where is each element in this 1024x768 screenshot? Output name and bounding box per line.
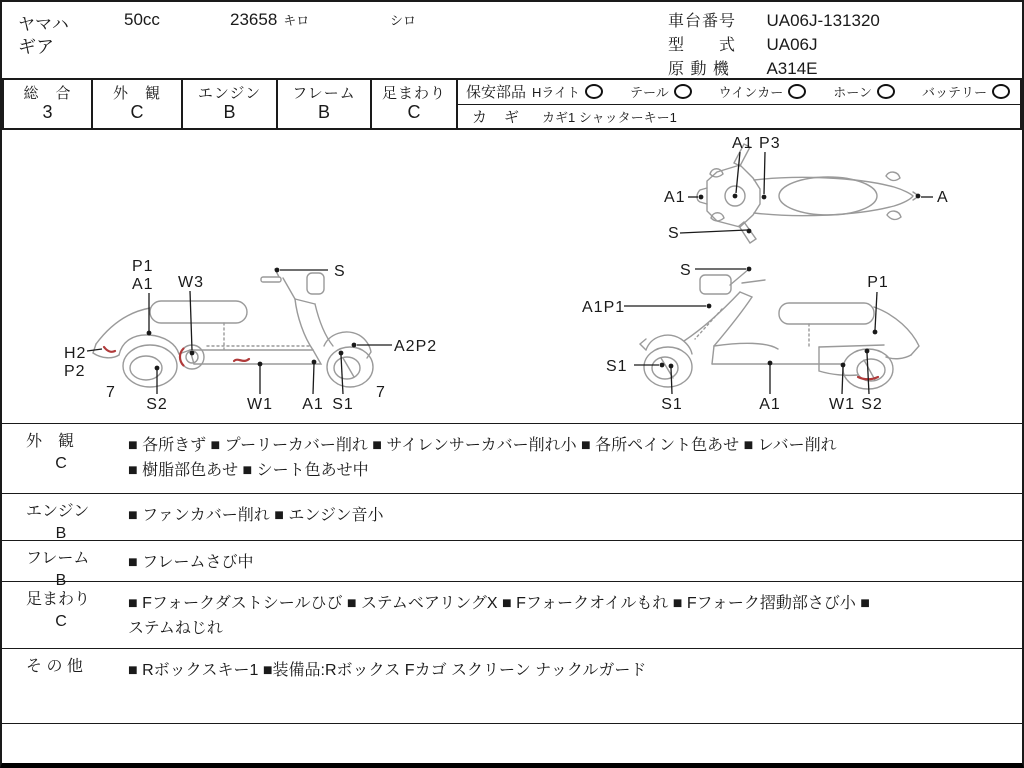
- diagram-label-s1: S1: [332, 396, 354, 413]
- diagram-label-a1-top: A1: [132, 276, 154, 293]
- maker-name: ヤマハ: [18, 15, 69, 34]
- safety-item-winker: [719, 82, 807, 101]
- vehicle-id-block: [668, 8, 880, 80]
- rating-strip: [2, 78, 1022, 130]
- safety-parts-row: [458, 80, 1020, 105]
- safety-item-horn: [833, 82, 895, 101]
- safety-parts-box: [456, 78, 1022, 130]
- remark-grade: C: [55, 455, 67, 472]
- model-code-row: [668, 32, 880, 56]
- chassis-number-row: [668, 8, 880, 32]
- remark-row-undercarriage: [2, 581, 1022, 648]
- remark-category-label: 足まわり: [26, 591, 91, 608]
- mileage-value: 23658: [230, 10, 278, 29]
- diagram-label-w1: W1: [829, 396, 855, 413]
- remark-line: ■ Rボックスキー1 ■装備品:Rボックス Fカゴ スクリーン ナックルガード: [128, 662, 647, 679]
- diagram-label-tire-front: 7: [376, 384, 386, 401]
- remark-grade: C: [55, 613, 67, 630]
- mileage: [230, 10, 309, 30]
- rating-undercarriage: [370, 78, 458, 130]
- left-side-diagram: [62, 247, 482, 422]
- diagram-label-p1: P1: [132, 258, 154, 275]
- remark-grade: B: [55, 572, 67, 589]
- rating-undercarriage-value: C: [407, 102, 421, 123]
- model-code-value: UA06J: [766, 35, 818, 54]
- remark-line: ■ 各所きず ■ プーリーカバー削れ ■ サイレンサーカバー削れ小 ■ 各所ペイント色あせ ■ レバー削れ: [128, 437, 837, 454]
- diagram-label-p2: P2: [64, 363, 86, 380]
- rating-exterior-label: 外 観: [112, 85, 161, 103]
- remark-category: [2, 424, 120, 493]
- remark-row-exterior: [2, 423, 1022, 493]
- remark-row-empty: [2, 723, 1022, 763]
- engine-code-row: [668, 56, 880, 80]
- mileage-unit: キロ: [283, 13, 310, 28]
- remark-line: ■ ファンカバー削れ ■ エンジン音小: [128, 507, 384, 524]
- diagram-label-a2p2: A2P2: [394, 338, 438, 355]
- remark-row-engine: [2, 493, 1022, 540]
- remark-row-frame: [2, 540, 1022, 589]
- remark-line: ■ Fフォークダストシールひび ■ ステムベアリングX ■ Fフォークオイルもれ ■ Fフォーク摺動部さび小 ■: [128, 595, 870, 612]
- rating-overall-value: 3: [42, 102, 53, 123]
- rating-frame-value: B: [317, 102, 330, 123]
- diagram-label-a1p3: A1 P3: [732, 135, 781, 152]
- displacement: 50cc: [124, 10, 160, 29]
- pass-circle-icon: [585, 84, 603, 99]
- safety-item-headlight-label: Hライト: [532, 85, 581, 101]
- safety-parts-items: [532, 82, 1010, 101]
- diagram-label-p1: P1: [867, 274, 889, 291]
- rating-engine: [181, 78, 278, 130]
- remark-category: [2, 582, 120, 648]
- remark-category-label: エンジン: [26, 503, 90, 520]
- safety-item-battery: [922, 82, 1010, 101]
- pass-circle-icon: [674, 84, 692, 99]
- diagram-label-a1: A1: [759, 396, 781, 413]
- diagram-label-s1-bottom: S1: [661, 396, 683, 413]
- diagram-label-s-bottom: S: [668, 225, 680, 242]
- safety-parts-title: 保安部品: [466, 84, 527, 102]
- remark-line: ■ 樹脂部色あせ ■ シート色あせ中: [128, 462, 369, 479]
- key-value: カギ1 シャッターキー1: [542, 109, 677, 125]
- remark-row-other: [2, 648, 1022, 723]
- rating-overall-label: 総 合: [23, 85, 72, 103]
- remark-category-label: 外 観: [26, 433, 75, 450]
- remark-content: [120, 541, 1022, 581]
- diagram-label-w1: W1: [247, 396, 273, 413]
- key-row: [458, 105, 1020, 129]
- diagram-label-a1p1: A1P1: [582, 299, 626, 316]
- chassis-number-value: UA06J-131320: [766, 11, 880, 30]
- top-view-diagram: [622, 134, 1024, 252]
- rating-frame: [276, 78, 372, 130]
- rating-overall: [2, 78, 93, 130]
- diagram-label-s-mirror: S: [334, 263, 346, 280]
- remark-category: [2, 494, 120, 540]
- pass-circle-icon: [877, 84, 895, 99]
- right-side-diagram: [562, 247, 982, 422]
- model-code-label: 型 式: [668, 37, 737, 54]
- rating-exterior-value: C: [130, 102, 144, 123]
- scooter-top-outline: [697, 144, 919, 243]
- remark-category-label: そ の 他: [26, 658, 83, 675]
- remark-category-label: フレーム: [26, 550, 90, 567]
- pass-circle-icon: [788, 84, 806, 99]
- safety-item-headlight: [532, 82, 603, 101]
- rating-undercarriage-label: 足まわり: [381, 85, 446, 103]
- engine-code-value: A314E: [766, 59, 818, 78]
- model-name: ギア: [18, 37, 54, 57]
- safety-item-tail: [630, 82, 692, 101]
- remark-content: [120, 424, 1022, 493]
- chassis-number-label: 車台番号: [668, 13, 737, 30]
- diagram-label-w3: W3: [178, 274, 204, 291]
- safety-item-horn-label: ホーン: [833, 85, 872, 101]
- diagram-label-h2: H2: [64, 345, 87, 362]
- remark-category: [2, 649, 120, 723]
- remarks-table: [2, 423, 1022, 763]
- diagram-label-tire-rear: 7: [106, 384, 116, 401]
- diagram-label-s1-side: S1: [606, 358, 628, 375]
- rating-engine-value: B: [223, 102, 236, 123]
- pass-circle-icon: [992, 84, 1010, 99]
- remark-category: [2, 541, 120, 589]
- remark-grade: B: [55, 525, 67, 542]
- rating-exterior: [91, 78, 183, 130]
- diagram-label-s2: S2: [861, 396, 883, 413]
- safety-item-battery-label: バッテリー: [921, 85, 987, 101]
- safety-item-winker-label: ウインカー: [718, 85, 784, 101]
- diagram-label-a1-left: A1: [664, 189, 686, 206]
- remark-content: [120, 582, 1022, 648]
- rating-frame-label: フレーム: [292, 85, 356, 103]
- remark-line: ■ フレームさび中: [128, 554, 254, 571]
- body-color: シロ: [390, 13, 417, 28]
- header: [2, 2, 1022, 78]
- remark-content: [120, 494, 1022, 540]
- remark-line: ステムねじれ: [128, 620, 223, 637]
- remark-content: [120, 649, 1022, 723]
- rating-engine-label: エンジン: [197, 85, 262, 103]
- diagram-label-s-mirror: S: [680, 262, 692, 279]
- diagram-label-a-right: A: [937, 189, 949, 206]
- damage-diagram-area: [2, 130, 1022, 423]
- engine-code-label: 原 動 機: [668, 61, 730, 78]
- key-label: カ ギ: [472, 108, 521, 126]
- diagram-label-a1-bottom: A1: [302, 396, 324, 413]
- diagram-label-s2: S2: [146, 396, 168, 413]
- safety-item-tail-label: テール: [629, 85, 669, 101]
